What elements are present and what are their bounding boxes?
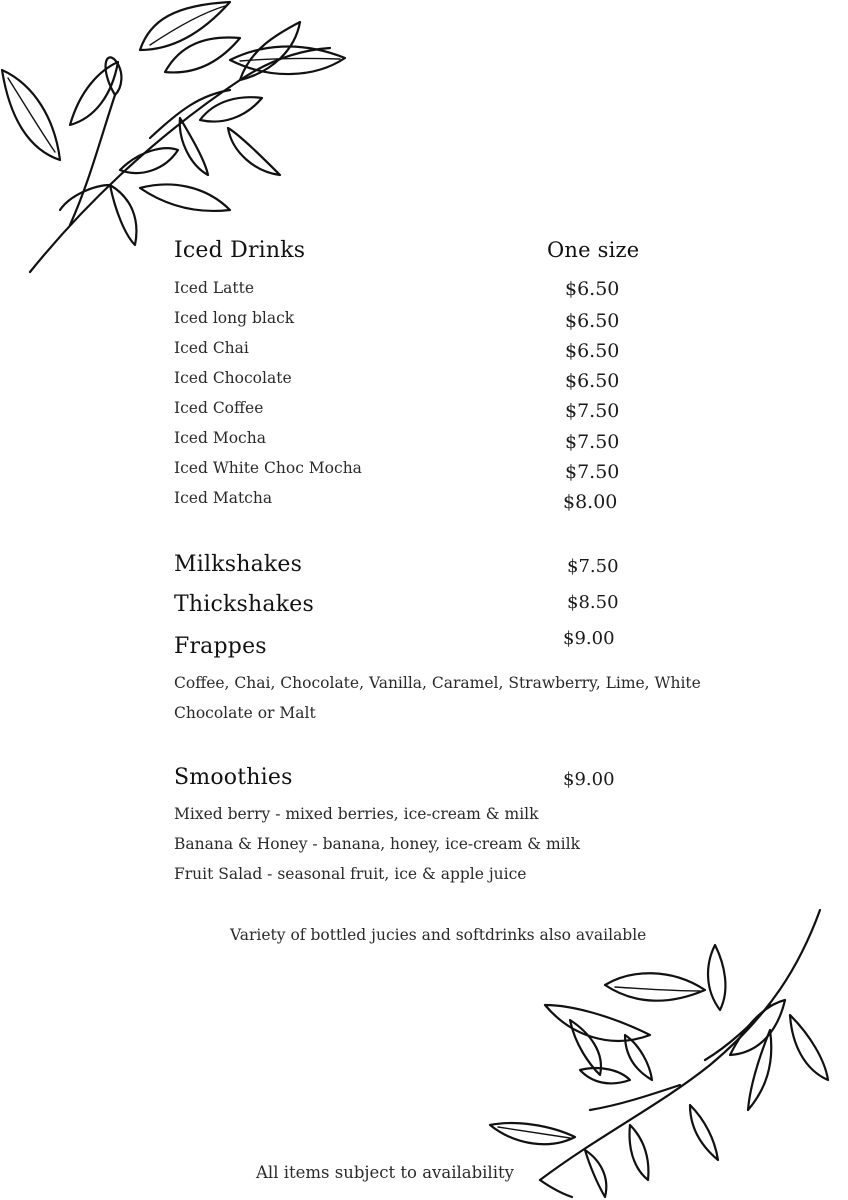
section-heading-smoothies: Smoothies <box>174 765 293 790</box>
availability-footer-note: All items subject to availability <box>256 1163 514 1182</box>
section-heading-frappes: Frappes <box>174 634 267 659</box>
menu-item-price: $6.50 <box>565 310 620 332</box>
smoothie-item: Banana & Honey - banana, honey, ice-cream & milk <box>174 835 580 853</box>
smoothies-price: $9.00 <box>563 769 615 790</box>
smoothie-item: Mixed berry - mixed berries, ice-cream & milk <box>174 805 539 823</box>
menu-item-price: $7.50 <box>565 400 620 422</box>
milkshakes-price: $7.50 <box>567 556 619 577</box>
menu-item-name: Iced Chocolate <box>174 369 292 387</box>
menu-item-name: Iced long black <box>174 309 295 327</box>
menu-item-name: Iced Matcha <box>174 489 273 507</box>
menu-item-price: $8.00 <box>563 491 618 513</box>
menu-item-price: $6.50 <box>565 370 620 392</box>
menu-item-price: $7.50 <box>565 461 620 483</box>
menu-item-price: $6.50 <box>565 278 620 300</box>
section-heading-milkshakes: Milkshakes <box>174 552 303 577</box>
menu-item-name: Iced Coffee <box>174 399 264 417</box>
menu-item-name: Iced White Choc Mocha <box>174 459 362 477</box>
smoothie-item: Fruit Salad - seasonal fruit, ice & apple juice <box>174 865 527 883</box>
menu-item-name: Iced Mocha <box>174 429 266 447</box>
frappes-price: $9.00 <box>563 628 615 649</box>
menu-item-price: $7.50 <box>565 431 620 453</box>
size-heading: One size <box>547 238 640 262</box>
menu-item-price: $6.50 <box>565 340 620 362</box>
section-heading-thickshakes: Thickshakes <box>174 592 314 617</box>
flavours-list: Coffee, Chai, Chocolate, Vanilla, Caramel, Strawberry, Lime, White <box>174 674 701 692</box>
thickshakes-price: $8.50 <box>567 592 619 613</box>
leaf-branch-bottom-right-icon <box>480 905 848 1200</box>
bottled-drinks-note: Variety of bottled jucies and softdrinks also available <box>230 926 647 944</box>
menu-item-name: Iced Chai <box>174 339 249 357</box>
menu-item-name: Iced Latte <box>174 279 254 297</box>
section-heading-iced-drinks: Iced Drinks <box>174 238 306 263</box>
flavours-list-continued: Chocolate or Malt <box>174 704 316 722</box>
